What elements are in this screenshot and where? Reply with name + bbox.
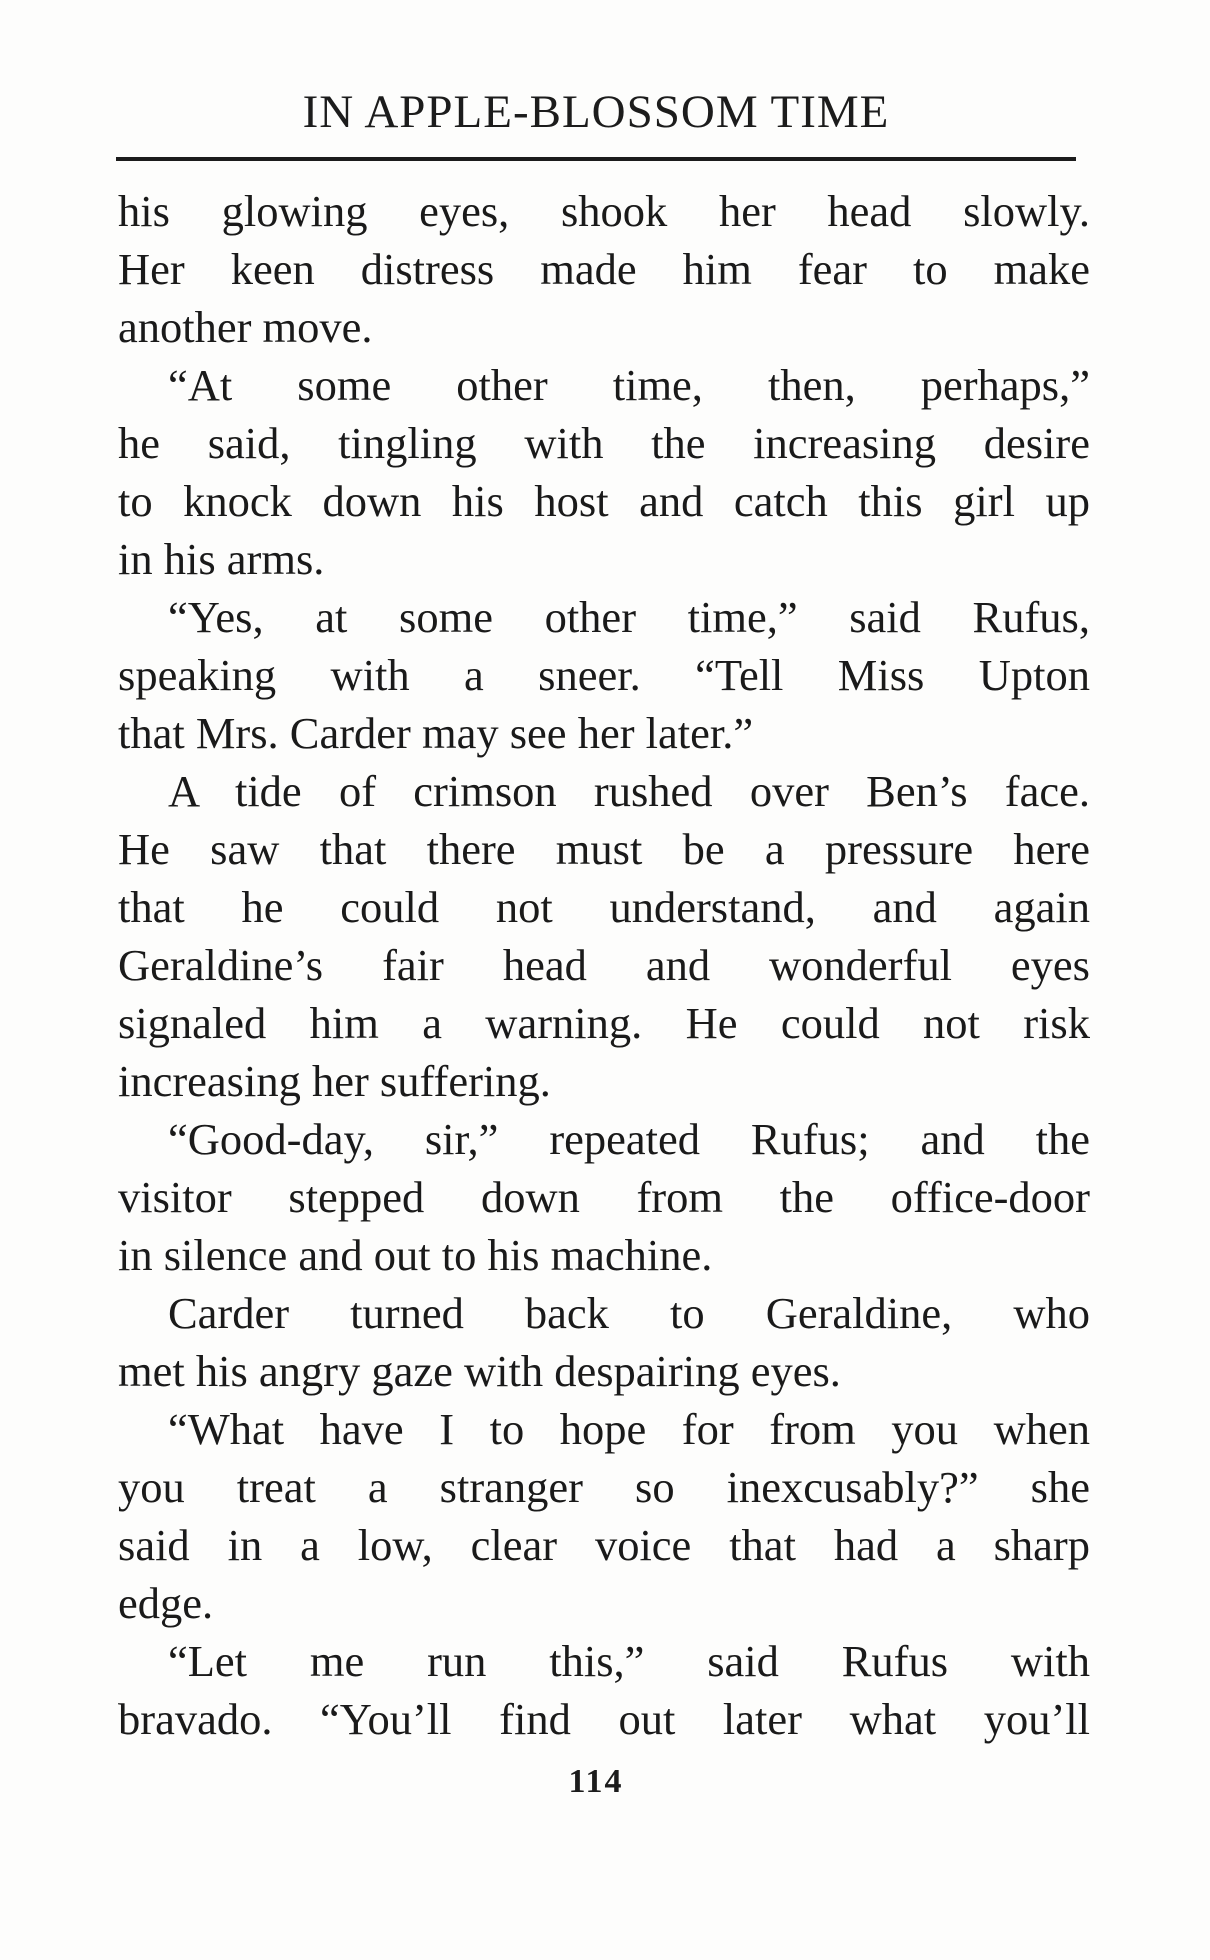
text-line: he said, tingling with the increasing desire [118,418,1090,468]
text-line: in silence and out to his machine. [118,1230,713,1280]
header-rule [116,157,1076,161]
text-line: Her keen distress made him fear to make [118,244,1090,294]
text-line: Carder turned back to Geraldine, who [168,1288,1090,1338]
text-line: that he could not understand, and again [118,882,1090,932]
text-line: “Let me run this,” said Rufus with [168,1636,1090,1686]
text-line: to knock down his host and catch this girl up [118,476,1090,526]
text-line: another move. [118,302,373,352]
text-line: “Good-day, sir,” repeated Rufus; and the [168,1114,1090,1164]
text-line: “Yes, at some other time,” said Rufus, [168,592,1090,642]
text-line: in his arms. [118,534,325,584]
text-line: increasing her suffering. [118,1056,551,1106]
text-line: said in a low, clear voice that had a sharp [118,1520,1090,1570]
text-line: “What have I to hope for from you when [168,1404,1090,1454]
page-number: 114 [568,1763,624,1800]
text-line: signaled him a warning. He could not risk [118,998,1090,1048]
text-line: edge. [118,1578,214,1628]
text-line: that Mrs. Carder may see her later.” [118,708,754,758]
text-line: bravado. “You’ll find out later what you’ll [118,1694,1090,1744]
running-title: IN APPLE-BLOSSOM TIME [302,86,890,138]
text-line: A tide of crimson rushed over Ben’s face. [168,766,1090,816]
text-line: speaking with a sneer. “Tell Miss Upton [118,650,1090,700]
text-line: He saw that there must be a pressure here [118,824,1090,874]
text-line: visitor stepped down from the office-door [118,1172,1090,1222]
text-line: you treat a stranger so inexcusably?” she [118,1462,1090,1512]
text-line: “At some other time, then, perhaps,” [168,360,1090,410]
text-line: Geraldine’s fair head and wonderful eyes [118,940,1090,990]
text-line: his glowing eyes, shook her head slowly. [118,186,1090,236]
body-text [118,182,1090,1748]
text-line: met his angry gaze with despairing eyes. [118,1346,841,1396]
